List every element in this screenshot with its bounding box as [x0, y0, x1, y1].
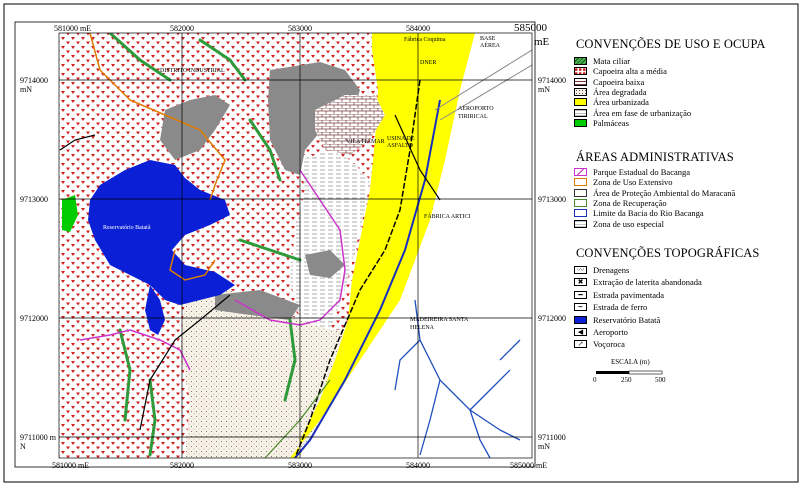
legend-admin-label-0: Parque Estadual do Bacanga: [593, 167, 691, 177]
reservoir-icon: [574, 316, 587, 324]
legend-admin-title: ÁREAS ADMINISTRATIVAS: [576, 150, 734, 164]
legend-admin-swatch-0: [574, 168, 587, 176]
northing-left-3: 9711000 m N: [20, 433, 56, 451]
legend-admin-swatch-3: [574, 199, 587, 207]
legend-topo-row-2: [574, 290, 664, 300]
legend-topo-label-3: Estrada de ferro: [593, 302, 648, 313]
legend-uso-row-4: [574, 97, 649, 107]
legend-uso-label-2: Capoeira baixa: [593, 76, 645, 87]
legend-topo-label-5: Aeroporto: [593, 327, 628, 337]
legend-uso-row-0: [574, 56, 630, 66]
legend-admin-label-2: Área de Proteção Ambiental do Maracanã: [593, 187, 736, 198]
label-vila-itamar: VILA ITAMAR: [346, 139, 385, 145]
northing-left-2: 9712000: [20, 314, 48, 323]
legend-admin-label-5: Zona de uso especial: [593, 218, 665, 229]
legend-uso-row-1: [574, 66, 667, 76]
northing-right-3: 9711000 mN: [538, 433, 566, 451]
legend-admin-row-1: [574, 177, 673, 187]
gully-icon: ↗: [574, 340, 587, 348]
legend-uso-swatch-1: [574, 67, 587, 75]
label-fabrica-artici: FÁBRICA ARTICI: [424, 214, 471, 220]
legend-admin-row-3: [574, 198, 667, 208]
legend-admin-swatch-4: [574, 209, 587, 217]
easting-bottom-1: 582000: [170, 461, 194, 470]
legend-admin-swatch-5: [574, 220, 587, 228]
legend-uso-row-2: [574, 77, 644, 87]
legend-admin-row-2: [574, 188, 735, 198]
legend-uso-swatch-3: [574, 88, 587, 96]
scale-bar: [596, 371, 662, 374]
legend-uso-row-6: [574, 118, 629, 128]
legend-uso-label-0: Mata ciliar: [593, 56, 631, 66]
easting-top-suffix: mE: [534, 36, 550, 48]
legend-topo-label-6: Voçoroca: [593, 339, 625, 350]
label-base-aerea: BASE AÉREA: [480, 36, 500, 49]
legend-topo-title: CONVENÇÕES TOPOGRÁFICAS: [576, 246, 760, 260]
airport-icon: ◀: [574, 328, 587, 336]
easting-top-2: 583000: [288, 24, 312, 33]
legend-uso-label-6: Palmáceas: [593, 117, 629, 128]
easting-top-4: 585000: [514, 22, 547, 34]
easting-top-0: 581000 mE: [54, 24, 92, 33]
legend-topo-row-1: [574, 277, 702, 287]
easting-top-3: 584000: [406, 24, 430, 33]
legend-topo-label-2: Estrada pavimentada: [593, 289, 665, 300]
easting-bottom-3: 584000: [406, 461, 430, 470]
legend-uso-label-1: Capoeira alta a média: [593, 66, 667, 77]
legend-uso-label-3: Área degradada: [593, 86, 647, 97]
label-madeireira: MADEIREIRA SANTA HELENA: [410, 317, 469, 331]
legend-uso-row-3: [574, 87, 647, 97]
easting-bottom-4: 585000 mE: [510, 461, 548, 470]
legend-topo-label-0: Drenagens: [593, 265, 630, 275]
label-aeroporto: AEROPORTO TIRIRICAL: [458, 106, 494, 120]
northing-left-0: 9714000 mN: [20, 76, 48, 94]
legend-admin-label-4: Limite da Bacia do Rio Bacanga: [593, 208, 704, 219]
legend-admin-row-0: [574, 167, 690, 177]
northing-right-1: 9713000: [538, 195, 566, 204]
railway-icon: ┅: [574, 303, 587, 311]
map-area: [59, 33, 532, 458]
label-distrito: DISTRITO INDUSTRIAL: [160, 68, 225, 74]
legend-admin-label-1: Zona de Uso Extensivo: [593, 177, 673, 188]
legend-uso-title: CONVENÇÕES DE USO E OCUPA: [576, 37, 766, 51]
legend-topo-label-1: Extração de laterita abandonada: [593, 277, 702, 288]
legend-uso-swatch-6: [574, 119, 587, 127]
legend-topo-row-0: [574, 265, 629, 275]
legend-uso-swatch-4: [574, 98, 587, 106]
easting-bottom-2: 583000: [288, 461, 312, 470]
legend-uso-label-5: Área em fase de urbanização: [593, 107, 692, 118]
easting-bottom-0: 581000 mE: [52, 461, 90, 470]
legend-admin-swatch-1: [574, 178, 587, 186]
scale-tick-0: 0: [593, 376, 597, 384]
drainage-icon: 〰: [574, 266, 587, 274]
scale-title: ESCALA (m): [611, 358, 650, 366]
legend-admin-row-5: [574, 219, 664, 229]
legend-topo-row-3: [574, 302, 647, 312]
northing-right-2: 9712000: [538, 314, 566, 323]
legend-uso-swatch-5: [574, 109, 587, 117]
legend-topo-row-5: [574, 327, 628, 337]
legend-uso-swatch-0: [574, 57, 587, 65]
scale-tick-1: 250: [621, 376, 632, 384]
label-reservatorio: Reservatório Batatã: [103, 225, 151, 231]
paved-road-icon: ━: [574, 291, 587, 299]
legend-admin-label-3: Zona de Recuperação: [593, 197, 667, 208]
legend-admin-swatch-2: [574, 189, 587, 197]
legend-uso-swatch-2: [574, 78, 587, 86]
legend-uso-label-4: Área urbanizada: [593, 97, 649, 108]
northing-left-1: 9713000: [20, 195, 48, 204]
legend-topo-row-4: [574, 315, 660, 325]
scale-tick-2: 500: [655, 376, 666, 384]
northing-right-0: 9714000 mN: [538, 76, 566, 94]
legend-admin-row-4: [574, 208, 704, 218]
label-dner: DNER: [420, 60, 437, 66]
label-usina: USINA DE ASFALTO: [387, 136, 415, 149]
legend-topo-row-6: [574, 339, 625, 349]
legend-uso-row-5: [574, 108, 691, 118]
legend-topo-label-4: Reservatório Batatã: [593, 314, 661, 325]
label-fabrica-coquima: Fábrica Coquima: [404, 37, 446, 43]
easting-top-1: 582000: [170, 24, 194, 33]
quarry-icon: ✖: [574, 278, 587, 286]
